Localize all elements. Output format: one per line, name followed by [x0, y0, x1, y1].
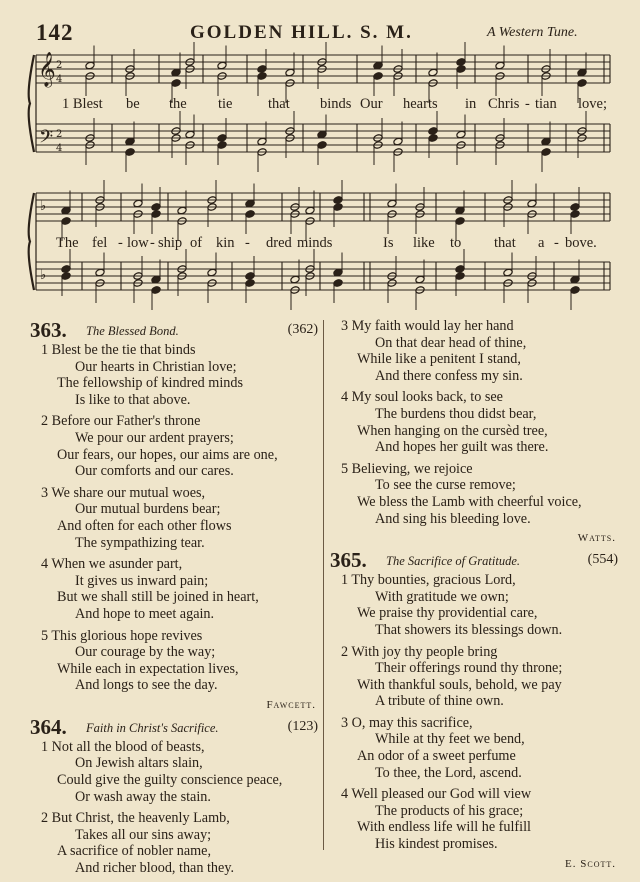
hymn-verse	[30, 739, 320, 805]
verse-line: 5 Believing, we rejoice	[341, 460, 473, 477]
lyric-syllable: minds	[297, 235, 333, 251]
verse-line: An odor of a sweet perfume	[357, 748, 516, 765]
lyric-syllable: like	[413, 235, 435, 251]
verse-line: With thankful souls, behold, we pay	[357, 676, 562, 693]
lyric-syllable: that	[494, 235, 516, 251]
lyric-syllable: Chris	[488, 96, 520, 112]
svg-text:2: 2	[56, 129, 63, 140]
svg-text:4: 4	[56, 143, 63, 154]
verse-line: And sing his bleeding love.	[375, 510, 531, 527]
verse-line: Takes all our sins away;	[75, 826, 212, 843]
verse-line: A sacrifice of nobler name,	[57, 843, 212, 860]
verse-line: 1 Not all the blood of beasts,	[41, 738, 205, 755]
lyric-syllable: -	[525, 96, 530, 112]
hymn-verse	[30, 413, 320, 479]
hymn-attribution: Fawcett.	[266, 698, 316, 711]
hymn-heading	[30, 318, 320, 342]
verse-line: On that dear head of thine,	[375, 334, 527, 351]
hymn-reference: (554)	[587, 552, 618, 568]
svg-text:♭: ♭	[40, 199, 47, 214]
lyric-syllable: be	[126, 96, 140, 112]
verse-line: And hope to meet again.	[75, 605, 215, 622]
verse-line: And longs to see the day.	[75, 677, 218, 694]
lyric-syllable: a	[538, 235, 545, 251]
hymn-title: The Blessed Bond.	[86, 324, 179, 338]
verse-line: On Jewish altars slain,	[75, 755, 203, 772]
hymn-number: 365.	[330, 548, 367, 573]
verse-line: We bless the Lamb with cheerful voice,	[357, 493, 582, 510]
verse-line: Our fears, our hopes, our aims are one,	[57, 446, 278, 463]
lyric-syllable: Our	[360, 96, 383, 112]
lyric-syllable: kin	[216, 235, 235, 251]
tune-source: A Western Tune.	[487, 25, 578, 40]
verse-line: With endless life will he fulfill	[357, 819, 531, 836]
hymn-verse	[330, 786, 620, 852]
svg-text:♭: ♭	[40, 268, 47, 283]
hymn-verse	[30, 628, 320, 694]
svg-text:𝄞: 𝄞	[38, 52, 56, 87]
svg-text:4: 4	[56, 74, 63, 85]
verse-line: 2 With joy thy people bring	[341, 643, 498, 660]
verse-line: The products of his grace;	[375, 802, 524, 819]
verse-line: To thee, the Lord, ascend.	[375, 764, 522, 781]
lyric-syllable: hearts	[403, 96, 438, 112]
verse-line: Our hearts in Christian love;	[75, 358, 237, 375]
hymn-verse	[30, 485, 320, 551]
lyric-syllable: -	[150, 235, 155, 251]
page-number: 142	[36, 20, 74, 45]
lyric-syllable: of	[190, 235, 203, 251]
lyric-syllable: love;	[578, 96, 607, 112]
verse-line: To see the curse remove;	[375, 477, 516, 494]
verse-line: And there confess my sin.	[375, 367, 523, 384]
verse-line: The burdens thou didst bear,	[375, 405, 537, 422]
hymn-number: 363.	[30, 318, 67, 342]
verse-line: Or wash away the stain.	[75, 788, 211, 805]
verse-line: 5 This glorious hope revives	[41, 627, 203, 644]
verse-line: 2 Before our Father's throne	[41, 413, 201, 430]
hymn-verse	[330, 318, 620, 384]
hymn-verse	[330, 715, 620, 781]
hymn-attribution: E. Scott.	[565, 857, 616, 870]
lyric-syllable: tie	[218, 96, 233, 112]
hymn-verse	[330, 644, 620, 710]
lyric-syllable: tian	[535, 96, 557, 112]
hymn-verse	[330, 461, 620, 527]
lyric-syllable: low	[127, 235, 149, 251]
lyric-syllable: Is	[383, 235, 394, 251]
verse-line: With gratitude we own;	[375, 588, 509, 605]
column-divider	[323, 320, 324, 850]
svg-text:𝄢: 𝄢	[39, 127, 54, 152]
hymn-heading	[30, 715, 320, 739]
right-column	[330, 318, 620, 874]
verse-line: Our courage by the way;	[75, 644, 216, 661]
hymn-verse	[330, 572, 620, 638]
tune-title: GOLDEN HILL. S. M.	[190, 22, 413, 43]
lyrics-line-1	[0, 96, 640, 116]
verse-line: And hopes her guilt was there.	[375, 439, 549, 456]
verse-line: That showers its blessings down.	[375, 621, 563, 638]
verse-line: We praise thy providential care,	[357, 605, 538, 622]
verse-line: Our mutual burdens bear;	[75, 501, 221, 518]
verse-line: 4 My soul looks back, to see	[341, 389, 503, 406]
verse-line: Their offerings round thy throne;	[375, 660, 563, 677]
verse-line: The fellowship of kindred minds	[57, 375, 243, 392]
verse-line: And often for each other flows	[57, 517, 232, 534]
lyrics-line-2	[0, 235, 640, 255]
lyric-syllable: binds	[320, 96, 352, 112]
hymn-heading	[330, 548, 620, 572]
hymn-attribution: Watts.	[577, 532, 616, 545]
lyric-syllable: 1 Blest	[62, 96, 103, 112]
bass-staff-2	[36, 262, 610, 290]
verse-line: But we shall still be joined in heart,	[57, 589, 259, 606]
music-score	[0, 0, 640, 312]
lyric-syllable: fel	[92, 235, 108, 251]
hymn-number: 364.	[30, 714, 67, 739]
verse-line: 4 When we asunder part,	[41, 556, 183, 573]
verse-line: A tribute of thine own.	[375, 693, 504, 710]
hymn-reference: (123)	[287, 718, 318, 734]
lyric-syllable: to	[450, 235, 462, 251]
hymn-verse	[30, 810, 320, 876]
verse-line: While like a penitent I stand,	[357, 351, 521, 368]
treble-staff-2	[36, 193, 610, 221]
hymn-title: Faith in Christ's Sacrifice.	[86, 720, 219, 735]
lyric-syllable: The	[56, 235, 79, 251]
hymn-verse	[30, 342, 320, 408]
lyric-syllable: ship	[158, 235, 183, 251]
verse-line: It gives us inward pain;	[75, 572, 209, 589]
lyric-syllable: in	[465, 96, 477, 112]
lyric-syllable: that	[268, 96, 290, 112]
lyric-syllable: the	[169, 96, 187, 112]
hymn-title: The Sacrifice of Gratitude.	[386, 554, 521, 569]
lyric-syllable: -	[245, 235, 250, 251]
lyric-syllable: -	[118, 235, 123, 251]
verse-line: His kindest promises.	[375, 836, 498, 853]
hymn-verse	[30, 556, 320, 622]
verse-line: 3 O, may this sacrifice,	[341, 714, 473, 731]
hymn-reference: (362)	[287, 322, 318, 337]
verse-line: 3 My faith would lay her hand	[341, 318, 514, 334]
lyric-syllable: -	[554, 235, 559, 251]
left-column	[30, 318, 320, 882]
verse-line: 2 But Christ, the heavenly Lamb,	[41, 810, 230, 827]
verse-line: When hanging on the cursèd tree,	[357, 422, 548, 439]
verse-line: While at thy feet we bend,	[375, 731, 525, 748]
hymn-verse	[330, 389, 620, 455]
verse-line: While each in expectation lives,	[57, 660, 239, 677]
verse-line: 3 We share our mutual woes,	[41, 484, 206, 501]
verse-line: And richer blood, than they.	[75, 860, 235, 877]
svg-text:2: 2	[56, 60, 63, 71]
verse-line: Could give the guilty conscience peace,	[57, 772, 283, 789]
verse-line: 1 Thy bounties, gracious Lord,	[341, 572, 516, 589]
verse-line: Is like to that above.	[75, 391, 191, 408]
lyric-syllable: dred	[266, 235, 292, 251]
verse-line: 4 Well pleased our God will view	[341, 786, 532, 803]
lyric-syllable: bove.	[565, 235, 597, 251]
verse-line: The sympathizing tear.	[75, 534, 205, 551]
verse-line: We pour our ardent prayers;	[75, 429, 234, 446]
verse-line: 1 Blest be the tie that binds	[41, 342, 196, 358]
verse-line: Our comforts and our cares.	[75, 463, 234, 480]
